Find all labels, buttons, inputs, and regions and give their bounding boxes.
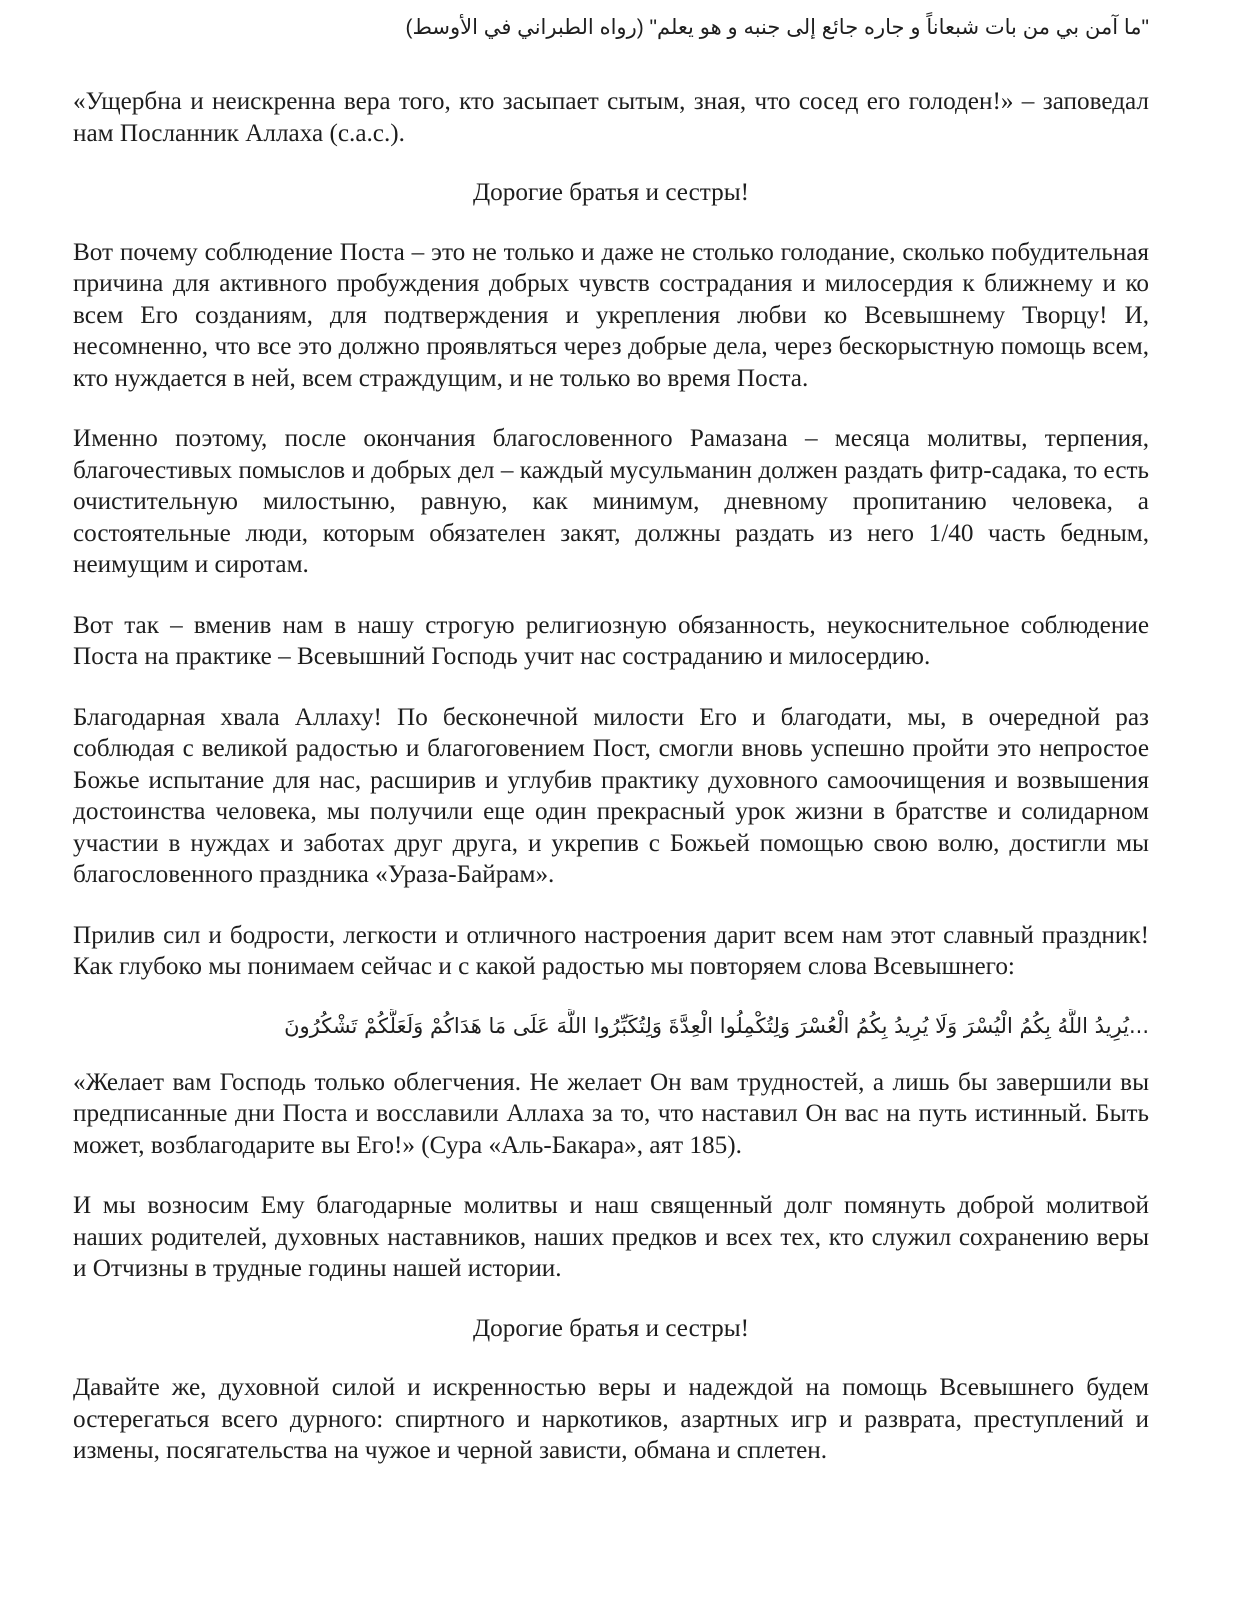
hadith-arabic-text: "ما آمن بي من بات شبعاناً و جاره جائع إلى جنبه و هو يعلم" (رواه الطبراني في الأوسط) (405, 16, 1149, 39)
paragraph-prayers: И мы возносим Ему благодарные молитвы и наш священный долг помянуть доброй молитвой наших родителей, духовных наставников, наших предков и всех тех, кто служил сохранению веры и Отчизны в трудные годины нашей истории. (73, 1192, 1149, 1282)
paragraph-fitr-sadaqa: Именно поэтому, после окончания благословенного Рамазана – месяца молитвы, терпения, благочестивых помыслов и добрых дел – каждый мусульманин должен раздать фитр-садака, то есть очистительную милостыню, равную, как минимум, дневному пропитанию человека, а состоятельные люди, которым обязателен закят, должны раздать из него 1/40 часть бедным, неимущим и сиротам. (73, 425, 1149, 578)
greeting-heading-2: Дорогие братья и сестры! (472, 1314, 750, 1342)
paragraph-fasting-meaning: Вот почему соблюдение Поста – это не только и даже не столько голодание, сколько побудительная причина для активного пробуждения добрых чувств сострадания и милосердия к ближнему и ко всем Его созданиям, для подтверждения и укрепления любви ко Всевышнему Творцу! И, несомненно, что все это должно проявляться через добрые дела, через бескорыстную помощь всем, кто нуждается в ней, всем страждущим, и не только во время Поста. (73, 238, 1149, 392)
paragraph-compassion: Вот так – вменив нам в нашу строгую религиозную обязанность, неукоснительное соблюдение Поста на практике – Всевышний Господь учит нас состраданию и милосердию. (73, 611, 1149, 670)
document-page (73, 0, 1149, 1606)
paragraph-ayah-translation: «Желает вам Господь только облегчения. Не желает Он вам трудностей, а лишь бы завершили вы предписанные дни Поста и восславили Аллаха за то, что наставил Он вас на путь истинный. Быть может, возблагодарите вы Его!» (Сура «Аль-Бакара», аят 185). (73, 1068, 1149, 1159)
greeting-heading: Дорогие братья и сестры! (472, 179, 750, 206)
paragraph-beware: Давайте же, духовной силой и искренностью веры и надеждой на помощь Всевышнего будем остерегаться всего дурного: спиртного и наркотиков, азартных игр и разврата, преступлений и измены, посягательства на чужое и черной зависти, обмана и сплетен. (73, 1374, 1149, 1464)
paragraph-hadith-translation: «Ущербна и неискренна вера того, кто засыпает сытым, зная, что сосед его голоден!» – заповедал нам Посланник Аллаха (с.а.с.). (73, 88, 1149, 147)
paragraph-holiday: Прилив сил и бодрости, легкости и отличного настроения дарит всем нам этот славный праздник! Как глубоко мы понимаем сейчас и с какой радостью мы повторяем слова Всевышнего: (73, 921, 1149, 980)
ayah-arabic-text: ...يُرِيدُ اللَّهُ بِكُمُ الْيُسْرَ وَلَا يُرِيدُ بِكُمُ الْعُسْرَ وَلِتُكْمِلُوا الْعِدَّةَ وَلِتُكَبِّرُوا اللَّهَ عَلَى مَا هَدَاكُمْ وَلَعَلَّكُمْ تَشْكُرُونَ (284, 1013, 1149, 1038)
paragraph-praise: Благодарная хвала Аллаху! По бесконечной милости Его и благодати, мы, в очередной раз соблюдая с великой радостью и благоговением Пост, смогли вновь успешно пройти это непростое Божье испытание для нас, расширив и углубив практику духовного самоочищения и возвышения достоинства человека, мы получили еще один прекрасный урок жизни в братстве и солидарном участии в нуждах и заботах друг друга, и укрепив с Божьей помощью свою волю, достигли мы благословенного праздника «Ураза-Байрам». (73, 703, 1149, 888)
